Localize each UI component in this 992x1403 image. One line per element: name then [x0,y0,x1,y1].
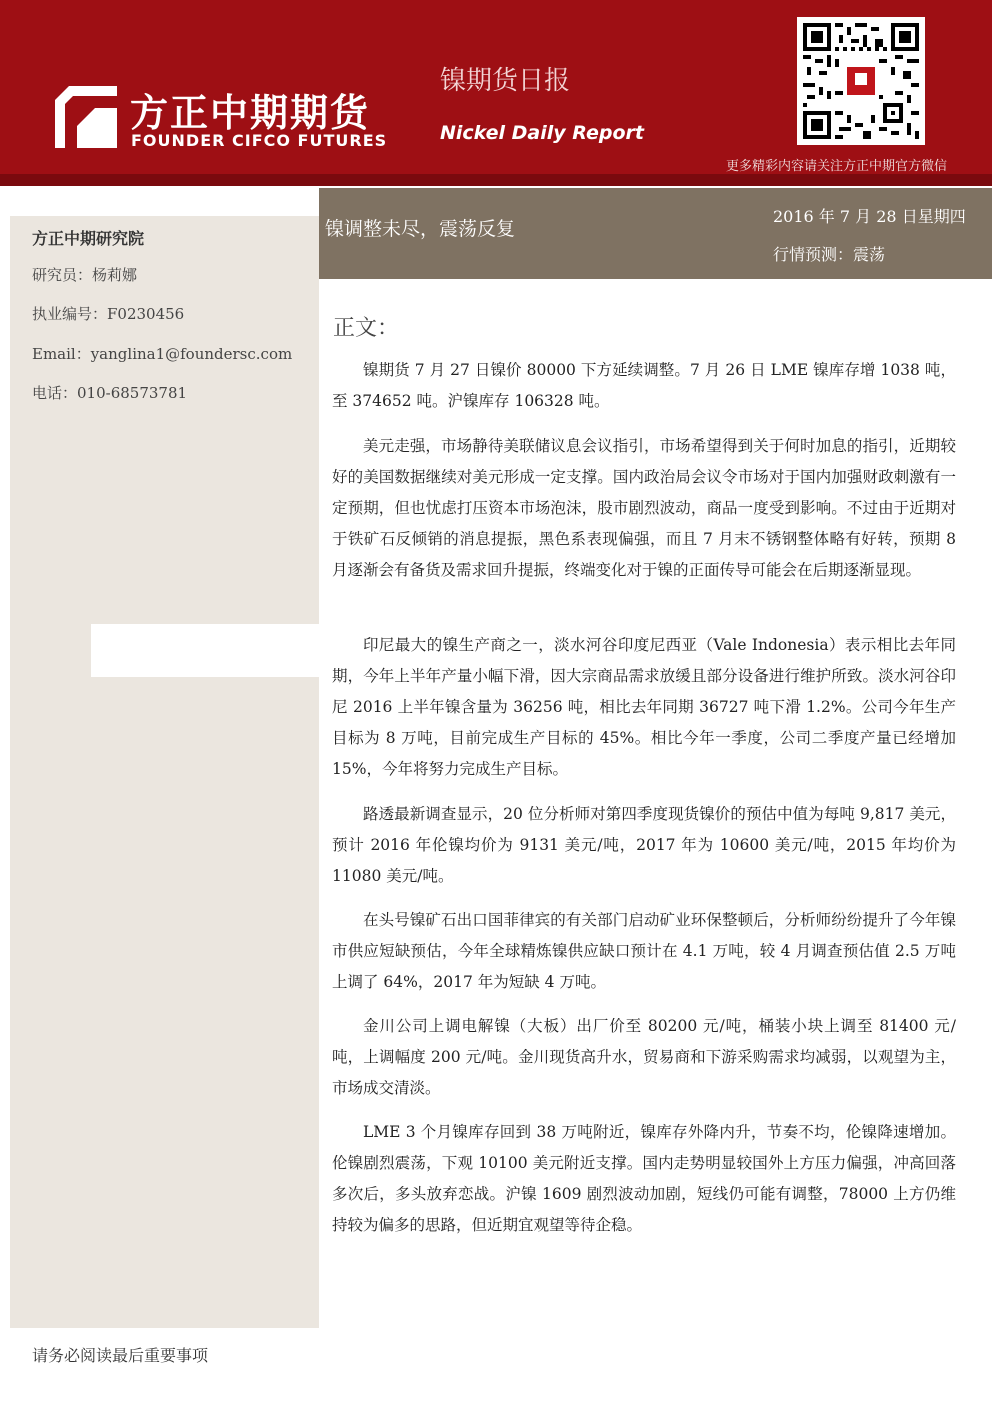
wechat-qr-code-icon [797,17,925,145]
author-sidebar [10,216,319,1328]
body-paragraph: 镍期货 7 月 27 日镍价 80000 下方延续调整。7 月 26 日 LME 镍库存增 1038 吨，至 374652 吨。沪镍库存 106328 吨。 [332,361,956,410]
disclaimer-note: 请务必阅读最后重要事项 [32,1346,209,1365]
report-header [0,0,992,186]
body-paragraph: 在头号镍矿石出口国菲律宾的有关部门启动矿业环保整顿后，分析师纷纷提升了今年镍市供应短缺预估，今年全球精炼镍供应缺口预计在 4.1 万吨，较 4 月调查预估值 2.5 万吨上调了 64%，2017 年为短缺 4 万吨。 [332,911,956,991]
researcher-name: 研究员：杨莉娜 [32,266,138,284]
report-title-en: Nickel Daily Report [440,122,644,144]
wechat-follow-note: 更多精彩内容请关注方正中期官方微信 [726,159,948,174]
report-title-bar [319,188,992,279]
body-paragraph: 金川公司上调电解镍（大板）出厂价至 80200 元/吨，桶装小块上调至 81400 元/吨，上调幅度 200 元/吨。金川现货高升水，贸易商和下游采购需求均减弱，以观望为主，市场成交清淡。 [332,1017,956,1097]
section-title: 正文： [333,316,400,341]
report-date: 2016 年 7 月 28 日星期四 [773,207,966,226]
header-underline [0,174,992,186]
license-number: 执业编号：F0230456 [32,305,185,323]
report-headline: 镍调整未尽，震荡反复 [325,218,516,240]
brand-name-en: FOUNDER CIFCO FUTURES [131,131,388,150]
founder-logo-icon [55,86,117,148]
market-forecast: 行情预测：震荡 [773,245,886,264]
body-paragraph: 路透最新调查显示，20 位分析师对第四季度现货镍价的预估中值为每吨 9,817 美元，预计 2016 年伦镍均价为 9131 美元/吨，2017 年为 10600 美元/吨，2015 年均价为 11080 美元/吨。 [332,805,956,885]
report-title-cn: 镍期货日报 [440,66,571,96]
body-paragraph: 美元走强，市场静待美联储议息会议指引，市场希望得到关于何时加息的指引，近期较好的美国数据继续对美元形成一定支撑。国内政治局会议令市场对于国内加强财政刺激有一定预期，但也忧虑打压资本市场泡沫，股市剧烈波动，商品一度受到影响。不过由于近期对于铁矿石反倾销的消息提振，黑色系表现偏强，而且 7 月末不锈钢整体略有好转，预期 8 月逐渐会有备货及需求回升提振，终端变化对于镍的正面传导可能会在后期逐渐显现。 [332,437,956,579]
body-paragraph: LME 3 个月镍库存回到 38 万吨附近，镍库存外降内升，节奏不均，伦镍降速增加。伦镍剧烈震荡，下观 10100 美元附近支撑。国内走势明显较国外上方压力偏强，冲高回落多次后，多头放弃恋战。沪镍 1609 剧烈波动加剧，短线仍可能有调整，78000 上方仍维持较为偏多的思路，但近期宜观望等待企稳。 [332,1123,956,1234]
author-phone: 电话：010-68573781 [32,384,188,402]
brand-name-cn: 方正中期期货 [130,91,371,135]
body-paragraph: 印尼最大的镍生产商之一，淡水河谷印度尼西亚（Vale Indonesia）表示相比去年同期，今年上半年产量小幅下滑，因大宗商品需求放缓且部分设备进行维护所致。淡水河谷印尼 2016 上半年镍含量为 36256 吨，相比去年同期 36727 吨下滑 1.2%。公司今年生产目标为 8 万吨，目前完成生产目标的 45%。相比今年一季度，公司二季度产量已经增加 15%，今年将努力完成生产目标。 [332,636,956,778]
sidebar-white-band [91,624,321,677]
research-institute: 方正中期研究院 [32,229,145,248]
author-email: Email：yanglina1@foundersc.com [32,345,293,363]
